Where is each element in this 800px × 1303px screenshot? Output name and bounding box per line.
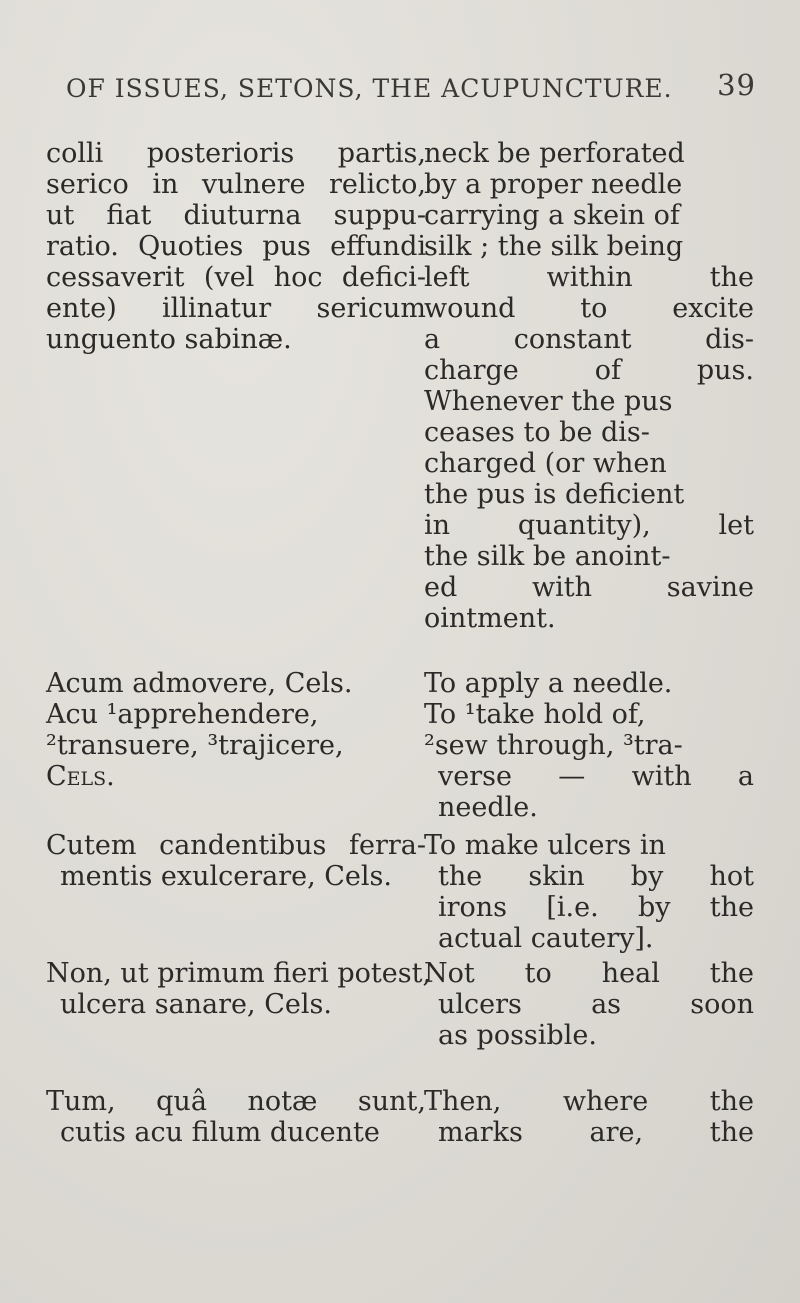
text-line: ut fiat diuturna suppu- — [46, 200, 426, 231]
english-paragraph-4 — [424, 958, 754, 1051]
text-line: Acum admovere, Cels. — [46, 668, 353, 699]
text-line: charge of pus. — [424, 355, 754, 386]
text-line: actual cautery]. — [438, 923, 654, 954]
text-line: charged (or when — [424, 448, 667, 479]
latin-paragraph-2 — [46, 668, 426, 792]
text-line: ente) illinatur sericum — [46, 293, 426, 324]
text-line: serico in vulnere relicto, — [46, 169, 426, 200]
text-line: left within the — [424, 262, 754, 293]
text-line: silk ; the silk being — [424, 231, 684, 262]
text-line: in quantity), let — [424, 510, 754, 541]
text-line: Acu ¹apprehendere, — [46, 699, 319, 730]
text-line: To apply a needle. — [424, 668, 673, 699]
english-paragraph-5 — [424, 1086, 754, 1148]
text-line: ulcera sanare, Cels. — [60, 989, 332, 1020]
text-line: by a proper needle — [424, 169, 683, 200]
text-line: Then, where the — [424, 1086, 754, 1117]
text-line: ed with savine — [424, 572, 754, 603]
latin-paragraph-4 — [46, 958, 432, 1020]
text-line: Whenever the pus — [424, 386, 673, 417]
text-line: colli posterioris partis, — [46, 138, 426, 169]
page-number: 39 — [717, 68, 756, 102]
latin-paragraph-3 — [46, 830, 426, 892]
text-line: irons [i.e. by the — [438, 892, 754, 923]
text-line: ²sew through, ³tra- — [424, 730, 683, 761]
latin-paragraph-5 — [46, 1086, 426, 1148]
text-line: mentis exulcerare, Cels. — [60, 861, 392, 892]
text-line: Non, ut primum fieri potest, — [46, 958, 432, 989]
running-header — [66, 68, 756, 110]
text-line: the pus is deficient — [424, 479, 685, 510]
text-line: Cutem candentibus ferra- — [46, 830, 426, 861]
latin-paragraph-1 — [46, 138, 426, 355]
text-line: verse — with a — [438, 761, 754, 792]
text-line: To make ulcers in — [424, 830, 666, 861]
text-line: unguento sabinæ. — [46, 324, 292, 355]
header-title: OF ISSUES, SETONS, THE ACUPUNCTURE. — [66, 74, 673, 103]
english-paragraph-1 — [424, 138, 754, 634]
text-line: ointment. — [424, 603, 556, 634]
text-line: marks are, the — [438, 1117, 754, 1148]
text-line: as possible. — [438, 1020, 597, 1051]
text-line: ulcers as soon — [438, 989, 754, 1020]
text-line: Cels. — [46, 761, 115, 792]
english-paragraph-2 — [424, 668, 754, 823]
text-line: the silk be anoint- — [424, 541, 671, 572]
text-line: Tum, quâ notæ sunt, — [46, 1086, 426, 1117]
text-line: neck be perforated — [424, 138, 685, 169]
text-line: a constant dis- — [424, 324, 754, 355]
text-line: cessaverit (vel hoc defici- — [46, 262, 426, 293]
text-line: To ¹take hold of, — [424, 699, 646, 730]
text-line: the skin by hot — [438, 861, 754, 892]
text-line: ratio. Quoties pus effundi — [46, 231, 426, 262]
text-line: carrying a skein of — [424, 200, 680, 231]
text-line: cutis acu filum ducente — [60, 1117, 380, 1148]
text-line: needle. — [438, 792, 538, 823]
english-paragraph-3 — [424, 830, 754, 954]
text-line: Not to heal the — [424, 958, 754, 989]
text-line: ²transuere, ³trajicere, — [46, 730, 344, 761]
text-line: wound to excite — [424, 293, 754, 324]
text-line: ceases to be dis- — [424, 417, 650, 448]
